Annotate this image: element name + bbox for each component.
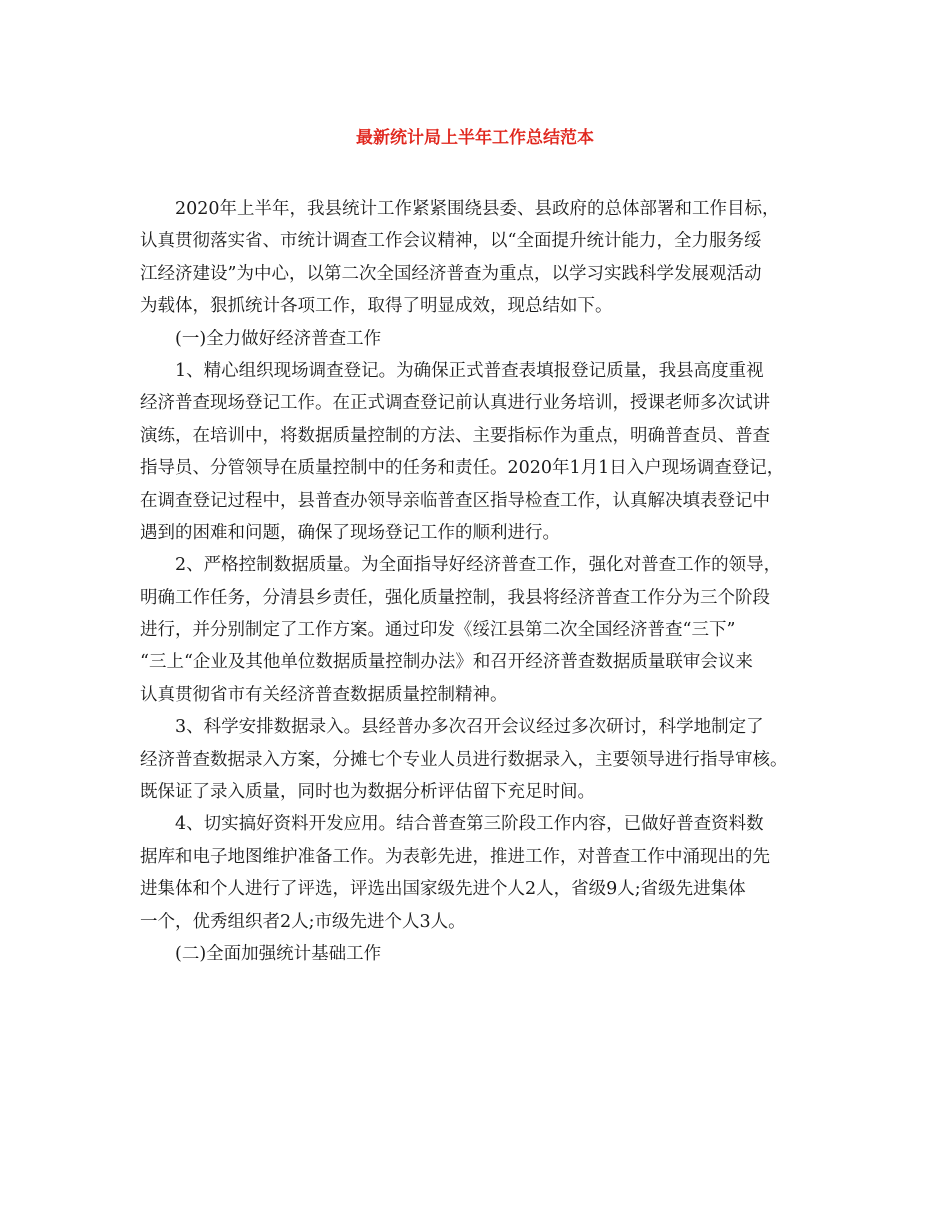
text-line: 一个，优秀组织者2人;市级先进个人3人。 <box>140 911 466 932</box>
text-line: 认真贯彻省市有关经济普查数据质量控制精神。 <box>140 684 508 705</box>
text-line: 既保证了录入质量，同时也为数据分析评估留下充足时间。 <box>140 782 595 803</box>
document-title: 最新统计局上半年工作总结范本 <box>356 128 594 148</box>
document-body <box>140 193 820 970</box>
section-heading: (二)全面加强统计基础工作 <box>175 943 382 964</box>
text-line: 据库和电子地图维护准备工作。为表彰先进，推进工作，对普查工作中涌现出的先 <box>140 846 770 867</box>
text-line: 为载体，狠抓统计各项工作，取得了明显成效，现总结如下。 <box>140 296 613 317</box>
paragraph-intro <box>140 193 820 323</box>
text-line: 经济普查现场登记工作。在正式调查登记前认真进行业务培训，授课老师多次试讲 <box>140 393 770 414</box>
section-heading-2 <box>140 938 820 970</box>
text-line: 演练，在培训中，将数据质量控制的方法、主要指标作为重点，明确普查员、普查 <box>140 425 770 446</box>
paragraph-item-3 <box>140 711 820 808</box>
text-line: 指导员、分管领导在质量控制中的任务和责任。2020年1月1日入户现场调查登记， <box>140 458 785 479</box>
text-line: 3、科学安排数据录入。县经普办多次召开会议经过多次研讨，科学地制定了 <box>175 717 764 738</box>
text-line: 在调查登记过程中，县普查办领导亲临普查区指导检查工作，认真解决填表登记中 <box>140 490 770 511</box>
text-line: 认真贯彻落实省、市统计调查工作会议精神，以“全面提升统计能力，全力服务绥 <box>140 231 762 252</box>
text-line: 江经济建设”为中心，以第二次全国经济普查为重点，以学习实践科学发展观活动 <box>140 263 762 284</box>
text-line: 明确工作任务，分清县乡责任，强化质量控制，我县将经济普查工作分为三个阶段 <box>140 587 770 608</box>
text-line: 1、精心组织现场调查登记。为确保正式普查表填报登记质量，我县高度重视 <box>175 360 764 381</box>
paragraph-item-4 <box>140 808 820 938</box>
paragraph-item-1 <box>140 355 820 549</box>
section-heading-1 <box>140 323 820 355</box>
text-line: 遇到的困难和问题，确保了现场登记工作的顺利进行。 <box>140 522 560 543</box>
paragraph-item-2 <box>140 549 820 711</box>
text-line: 经济普查数据录入方案，分摊七个专业人员进行数据录入，主要领导进行指导审核。 <box>140 749 788 770</box>
text-line: 4、切实搞好资料开发应用。结合普查第三阶段工作内容，已做好普查资料数 <box>175 814 764 835</box>
section-heading: (一)全力做好经济普查工作 <box>175 328 382 349</box>
text-line: “三上“企业及其他单位数据质量控制办法》和召开经济普查数据质量联审会议来 <box>140 652 753 673</box>
text-line: 进集体和个人进行了评选，评选出国家级先进个人2人，省级9人;省级先进集体 <box>140 879 746 900</box>
text-line: 2、严格控制数据质量。为全面指导好经济普查工作，强化对普查工作的领导， <box>175 555 782 576</box>
text-line: 进行，并分别制定了工作方案。通过印发《绥江县第二次全国经济普查“三下” <box>140 620 736 641</box>
text-line: 2020年上半年，我县统计工作紧紧围绕县委、县政府的总体部署和工作目标， <box>175 199 780 219</box>
